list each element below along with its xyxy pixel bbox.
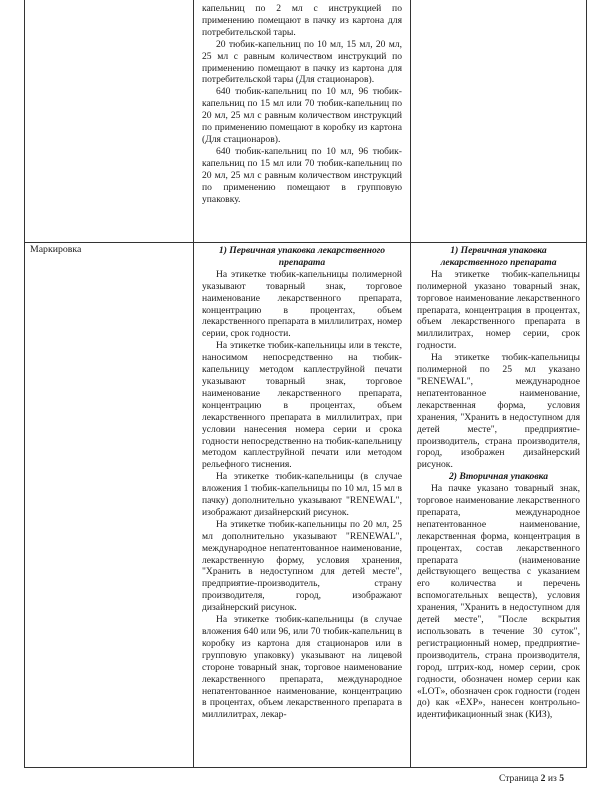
- table-border-right: [586, 0, 587, 768]
- page-total: 5: [559, 773, 564, 784]
- table-border-middle-left: [193, 0, 194, 768]
- paragraph: На этикетке тюбик-капельницы полимерной указано товарный знак, торговое наименование лекарственного препарата, концентрация в процентах, объем лекарственного препарата в миллилитрах, номер серии, срок годности.: [417, 268, 580, 352]
- page-separator: из: [547, 773, 557, 784]
- table-row-divider: [24, 242, 587, 243]
- table-border-left: [24, 0, 25, 768]
- paragraph: На пачке указано товарный знак, торговое наименование лекарственного препарата, международное непатентованное наименование, лекарственная форма, концентрация в процентах, состав лекарственного препарата (наименование действующего вещества с указанием его количества и перечень вспомогательных веществ), условия хранения, "Хранить в недоступном для детей месте", "После вскрытия использовать в течение 30 суток", регистрационный номер, предприятие-производитель, страна производителя, город, штрих-код, номер серии, срок годности, обозначен номер серии как «LOT», обозначен срок годности (годен до) как «EXP», нанесен контрольно-идентификационный знак (КИЗ),: [417, 483, 580, 721]
- section-heading-secondary: 2) Вторичная упаковка: [448, 471, 549, 483]
- row-label-marking: Маркировка: [30, 244, 82, 255]
- paragraph: 20 тюбик-капельниц по 10 мл, 15 мл, 20 мл, 25 мл с равным количеством инструкций по применению помещают в пачку из картона для потребительской тары (Для стационаров).: [202, 38, 402, 86]
- section-heading-primary: 1) Первичная упаковка лекарственного препарата: [440, 245, 557, 268]
- paragraph: На этикетке тюбик-капельницы полимерной указывают товарный знак, торговое наименование лекарственного препарата, концентрацию в процентах, объем лекарственного препарата в миллилитрах, номер серии, срок годности.: [202, 268, 402, 340]
- page-label: Страница: [498, 773, 539, 784]
- paragraph: На этикетке тюбик-капельницы по 20 мл, 25 мл дополнительно указывают "RENEWAL", международное непатентованное наименование, лекарственную форму, условия хранения, "Хранить в недоступном для детей месте", предприятие-производитель, страну производителя, город, изображают дизайнерский рисунок.: [202, 518, 402, 614]
- marking-middle-cell: [202, 245, 402, 721]
- section-heading-primary: 1) Первичная упаковка лекарственного препарата: [218, 245, 386, 268]
- page-current: 2: [540, 773, 546, 784]
- page-number: [499, 773, 564, 784]
- paragraph: 640 тюбик-капельниц по 10 мл, 96 тюбик-капельниц по 15 мл или 70 тюбик-капельниц по 20 мл, 25 мл с равным количеством инструкций по применению помещают в коробку из картона (Для стационаров).: [202, 86, 402, 145]
- paragraph: капельниц по 2 мл с инструкцией по применению помещают в пачку из картона для потребительской тары.: [202, 3, 402, 38]
- top-row-middle-cell: [202, 3, 402, 205]
- paragraph: 640 тюбик-капельниц по 10 мл, 96 тюбик-капельниц по 15 мл или 70 тюбик-капельниц по 20 мл, 25 мл с равным количеством инструкций по применению помещают в групповую упаковку.: [202, 145, 402, 205]
- paragraph: На этикетке тюбик-капельницы или в тексте, наносимом непосредственно на тюбик-капельницу методом каплеструйной печати указывают товарный знак, торговое наименование лекарственного препарата, концентрацию в процентах, объем лекарственного препарата в миллилитрах, при условии нанесения номера серии и срока годности непосредственно на тюбик-капельницу методом каплеструйной печати или методом рельефного тиснения.: [202, 340, 402, 471]
- paragraph: На этикетке тюбик-капельницы полимерной по 25 мл указано "RENEWAL", международное непатентованное наименование, лекарственная форма, условия хранения, "Хранить в недоступном для детей месте", предприятие-производитель, страна производителя, город, изображен дизайнерский рисунок.: [417, 352, 580, 471]
- table-border-bottom: [24, 767, 587, 768]
- paragraph: На этикетке тюбик-капельницы (в случае вложения 1 тюбик-капельницы по 10 мл, 15 мл в пачку) дополнительно указывают "RENEWAL", изображают дизайнерский рисунок.: [202, 471, 402, 518]
- marking-right-cell: [417, 245, 580, 721]
- table-border-middle-right: [410, 0, 411, 768]
- paragraph: На этикетке тюбик-капельницы (в случае вложения 640 или 96, или 70 тюбик-капельниц в коробку из картона для стационаров или в групповую упаковку) указывают на лицевой стороне товарный знак, торговое наименование лекарственного препарата, международное непатентованное наименование, концентрацию в процентах, объем лекарственного препарата в миллилитрах, лекар-: [202, 614, 402, 721]
